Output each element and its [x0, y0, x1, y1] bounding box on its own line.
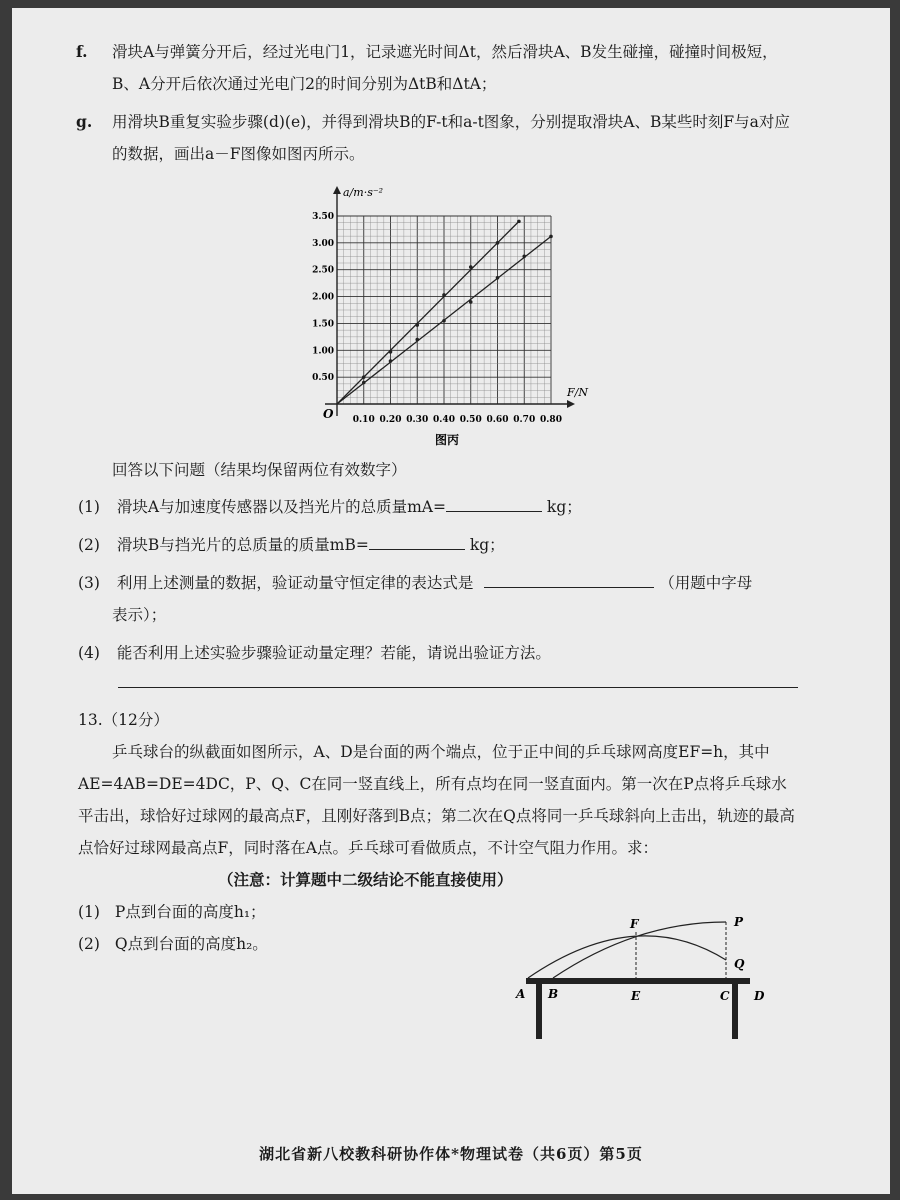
problem-13-note: （注意：计算题中二级结论不能直接使用） — [218, 870, 513, 889]
data-point — [415, 338, 419, 342]
question-2-num: (2) — [78, 536, 100, 554]
point-label-d: D — [754, 989, 765, 1003]
x-tick-label: 0.20 — [379, 415, 402, 425]
y-tick-label: 1.00 — [312, 346, 334, 357]
data-point — [522, 254, 526, 258]
question-1-text: 滑块A与加速度传感器以及挡光片的总质量mA= — [116, 498, 446, 516]
problem-13-sub-1 — [78, 896, 266, 928]
question-1-num: (1) — [78, 498, 100, 516]
table-leg-right — [732, 984, 738, 1039]
sub-1-text: P点到台面的高度h₁； — [114, 903, 266, 921]
chart-axes — [323, 186, 588, 421]
question-4-text: 能否利用上述实验步骤验证动量定理？若能，请说出验证方法。 — [116, 644, 551, 662]
answer-blank-mb[interactable] — [369, 535, 465, 550]
point-label-p: P — [734, 915, 744, 929]
question-3-after: （用题中字母 — [659, 574, 753, 592]
data-point — [362, 381, 366, 385]
point-label-b: B — [548, 987, 559, 1001]
x-tick-label: 0.40 — [433, 415, 455, 425]
question-3-cont: 表示）； — [112, 606, 167, 624]
table-leg-left — [536, 984, 542, 1039]
question-3-text: 利用上述测量的数据，验证动量守恒定律的表达式是 — [116, 574, 474, 592]
data-point — [469, 265, 473, 269]
x-axis-arrow — [567, 400, 575, 408]
chart-caption: 图丙 — [434, 433, 460, 447]
x-tick-label: 0.30 — [406, 415, 429, 425]
page-footer: 湖北省新八校教科研协作体*物理试卷（共6页）第5页 — [259, 1145, 643, 1163]
data-point — [549, 235, 553, 239]
x-tick-label: 0.50 — [459, 415, 482, 425]
step-g-label: g. — [76, 112, 93, 131]
data-point — [415, 323, 419, 327]
sub-2-text: Q点到台面的高度h₂。 — [114, 935, 268, 953]
y-axis-arrow — [333, 186, 341, 194]
question-4-num: (4) — [78, 644, 100, 662]
y-tick-label: 3.50 — [312, 212, 334, 222]
point-label-a: A — [516, 987, 526, 1001]
origin-label: O — [323, 407, 334, 421]
y-tick-label: 0.50 — [312, 373, 334, 384]
data-point — [496, 276, 500, 280]
data-point — [496, 241, 500, 245]
question-2 — [78, 530, 505, 560]
y-tick-label: 2.00 — [312, 292, 334, 303]
point-label-q: Q — [734, 957, 745, 971]
y-tick-label: 2.50 — [312, 265, 334, 276]
question-1-unit: kg； — [546, 498, 582, 516]
x-tick-label: 0.80 — [540, 415, 562, 425]
question-3 — [78, 568, 752, 598]
problem-13-header: 13.（12分） — [78, 711, 169, 729]
data-point — [442, 319, 446, 323]
answer-instruction: 回答以下问题（结果均保留两位有效数字） — [112, 461, 407, 479]
point-label-e: E — [631, 989, 641, 1003]
step-f-text: 滑块A与弹簧分开后，经过光电门1，记录遮光时间Δt，然后滑块A、B发生碰撞，碰撞时间极短，B、A分开后依次通过光电门2的时间分别为ΔtB和ΔtA； — [112, 43, 778, 93]
x-axis-label: F/N — [567, 386, 588, 399]
x-tick-label: 0.70 — [513, 415, 536, 425]
question-3-num: (3) — [78, 574, 100, 592]
y-axis-label: a/m·s⁻² — [343, 186, 384, 199]
y-tick-label: 1.50 — [312, 319, 334, 330]
point-label-c: C — [720, 989, 730, 1003]
question-2-unit: kg； — [469, 536, 505, 554]
data-point — [442, 293, 446, 297]
data-point — [517, 220, 521, 224]
answer-blank-ma[interactable] — [446, 497, 542, 512]
table-top — [526, 978, 750, 984]
data-point — [362, 375, 366, 379]
point-label-f: F — [630, 917, 639, 931]
question-4 — [78, 638, 551, 668]
data-point — [469, 300, 473, 304]
chart-series — [337, 220, 553, 404]
answer-line-q4[interactable] — [118, 687, 798, 688]
exam-page — [12, 8, 890, 1194]
x-tick-label: 0.60 — [486, 415, 509, 425]
x-tick-label: 0.10 — [352, 415, 375, 425]
sub-2-num: (2) — [78, 935, 100, 953]
trajectory-q-to-a — [528, 936, 726, 978]
problem-13-body: 乒乓球台的纵截面如图所示，A、D是台面的两个端点，位于正中间的乒乓球网高度EF=h，其中AE=4AB=DE=4DC，P、Q、C在同一竖直线上，所有点均在同一竖直面内。第一次在P点将乒乓球水平击出，球恰好过球网的最高点F，且刚好落到B点；第二次在Q点将同一乒乓球斜向上击出，轨迹的最高点恰好过球网最高点F，同时落在A点。乒乓球可看做质点，不计空气阻力作用。求： — [78, 743, 795, 857]
problem-13-sub-2 — [78, 928, 268, 960]
table-tennis-diagram — [508, 908, 768, 1043]
sub-1-num: (1) — [78, 903, 100, 921]
data-point — [389, 350, 393, 354]
a-f-chart — [297, 184, 597, 454]
question-2-text: 滑块B与挡光片的总质量的质量mB= — [116, 536, 369, 554]
data-point — [389, 359, 393, 363]
chart-grid — [337, 216, 551, 404]
y-tick-label: 3.00 — [312, 238, 334, 249]
step-g-text: 用滑块B重复实验步骤(d)(e)，并得到滑块B的F-t和a-t图象，分别提取滑块A、B某些时刻F与a对应的数据，画出a－F图像如图丙所示。 — [112, 113, 790, 163]
answer-blank-expression[interactable] — [484, 573, 654, 588]
step-f-label: f. — [76, 42, 88, 61]
question-1 — [78, 492, 582, 522]
